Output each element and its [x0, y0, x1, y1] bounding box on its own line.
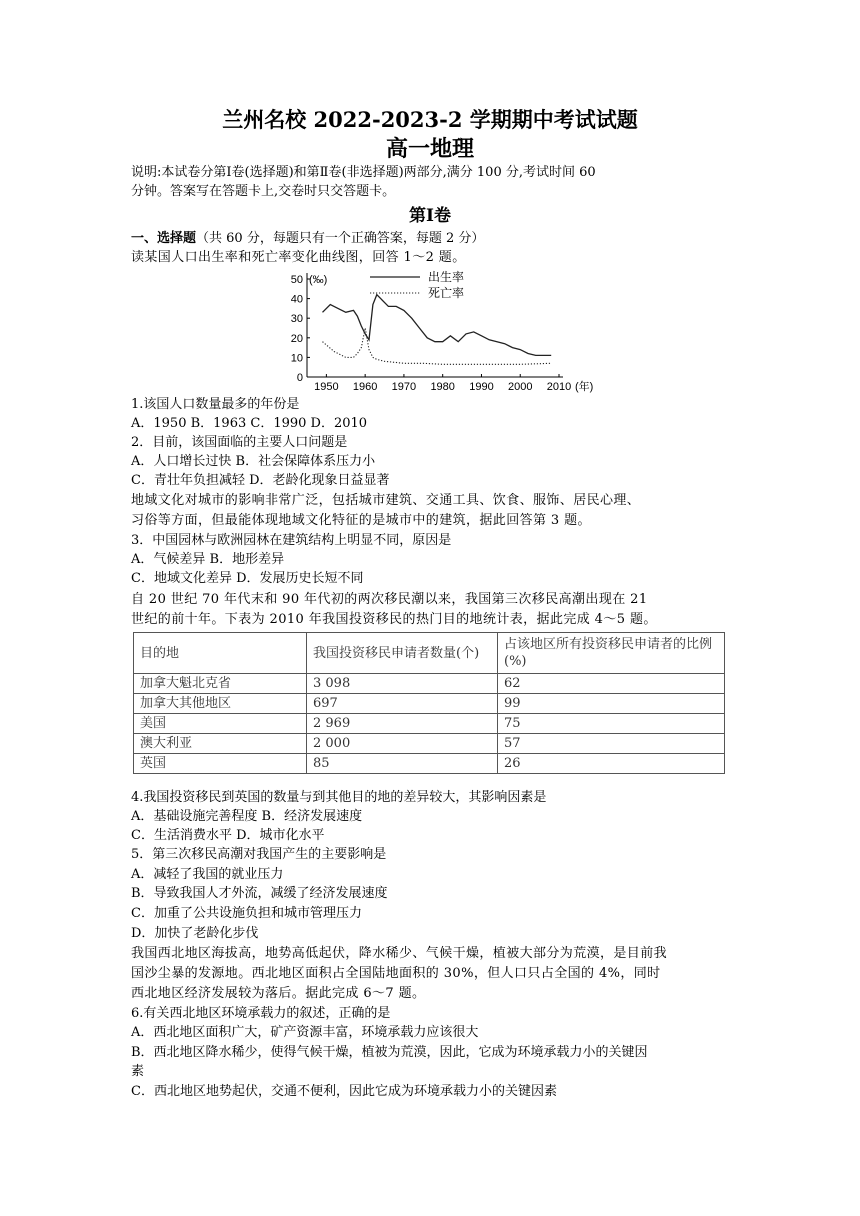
table-cell: 99	[498, 694, 725, 714]
q6-option-b-line-2: 素	[131, 1064, 145, 1079]
q2-options-cd: C．青壮年负担减轻 D．老龄化现象日益显著	[131, 473, 390, 488]
table-row	[134, 674, 725, 694]
table-cell: 85	[307, 754, 498, 774]
x-tick-label: 1980	[430, 381, 455, 393]
q1-2-stem: 读某国人口出生率和死亡率变化曲线图，回答 1～2 题。	[131, 250, 466, 265]
exam-title: 兰州名校 2022-2023-2 学期期中考试试题	[222, 107, 638, 132]
table-row	[134, 714, 725, 734]
table-cell: 3 098	[307, 674, 498, 694]
table-row	[134, 754, 725, 774]
q3-stem: 3．中国园林与欧洲园林在建筑结构上明显不同，原因是	[131, 533, 452, 548]
q3-options-ab: A．气候差异 B．地形差异	[131, 552, 285, 567]
part-heading	[131, 230, 484, 248]
q4-stem: 4.我国投资移民到英国的数量与到其他目的地的差异较大，其影响因素是	[131, 790, 547, 805]
section-title: 第Ⅰ卷	[409, 206, 451, 226]
y-tick-label: 40	[290, 293, 303, 306]
instructions-line-2: 分钟。答案写在答题卡上,交卷时只交答题卡。	[131, 184, 396, 199]
x-tick-label: 2010	[546, 381, 572, 393]
q5-option-c: C．加重了公共设施负担和城市管理压力	[131, 906, 362, 921]
x-axis-unit: (年)	[575, 381, 594, 393]
y-tick-label: 10	[290, 352, 303, 365]
table-cell: 75	[498, 714, 725, 734]
legend-label: 出生率	[428, 270, 465, 284]
table-cell: 57	[498, 734, 725, 754]
q5-option-a: A．减轻了我国的就业压力	[131, 867, 284, 882]
table-cell: 62	[498, 674, 725, 694]
q6-stem: 6.有关西北地区环境承载力的叙述，正确的是	[131, 1006, 391, 1021]
table-header-row	[134, 633, 725, 674]
q1-options: A．1950 B．1963 C．1990 D．2010	[131, 416, 368, 431]
exam-subject: 高一地理	[385, 136, 474, 162]
table-cell: 加拿大其他地区	[134, 694, 307, 714]
part-heading-note: （共 60 分，每题只有一个正确答案，每题 2 分）	[196, 231, 485, 246]
table-header-applicants: 我国投资移民申请者数量(个)	[307, 633, 498, 674]
table-cell: 美国	[134, 714, 307, 734]
q6-7-passage-line-2: 国沙尘暴的发源地。西北地区面积占全国陆地面积的 30%，但人口只占全国的 4%，同时	[131, 966, 661, 981]
q4-options-ab: A．基础设施完善程度 B．经济发展速度	[131, 809, 363, 824]
q4-options-cd: C．生活消费水平 D．城市化水平	[131, 828, 325, 843]
q2-stem: 2．目前，该国面临的主要人口问题是	[131, 435, 348, 450]
y-tick-label: 20	[290, 332, 303, 345]
table-cell: 澳大利亚	[134, 734, 307, 754]
table-header-ratio: 占该地区所有投资移民申请者的比例(%)	[498, 633, 725, 674]
table-cell: 2 000	[307, 734, 498, 754]
q6-option-c: C．西北地区地势起伏，交通不便利，因此它成为环境承载力小的关键因素	[131, 1084, 557, 1099]
x-tick-label: 2000	[507, 381, 533, 393]
table-header-destination: 目的地	[134, 633, 307, 674]
q4-5-passage-line-1: 自 20 世纪 70 年代末和 90 年代初的两次移民潮以来，我国第三次移民高潮出现在 21	[131, 592, 648, 607]
x-tick-label: 1950	[314, 381, 339, 393]
q3-passage-line-1: 地域文化对城市的影响非常广泛，包括城市建筑、交通工具、饮食、服饰、居民心理、	[131, 493, 641, 508]
q5-option-b: B．导致我国人才外流，减缓了经济发展速度	[131, 886, 388, 901]
q6-option-a: A．西北地区面积广大，矿产资源丰富，环境承载力应该很大	[131, 1025, 479, 1040]
q1-stem: 1.该国人口数量最多的年份是	[131, 397, 300, 412]
q6-option-b-line-1: B．西北地区降水稀少，使得气候干燥，植被为荒漠，因此，它成为环境承载力小的关键因	[131, 1045, 648, 1060]
y-tick-label: 30	[290, 313, 303, 326]
table-row	[134, 734, 725, 754]
table-cell: 英国	[134, 754, 307, 774]
q3-options-cd: C．地域文化差异 D．发展历史长短不同	[131, 571, 364, 586]
y-axis-unit: (‰)	[309, 274, 328, 286]
birth-rate-line	[323, 295, 552, 356]
q5-option-d: D．加快了老龄化步伐	[131, 926, 259, 941]
q3-passage-line-2: 习俗等方面，但最能体现地域文化特征的是城市中的建筑，据此回答第 3 题。	[131, 513, 591, 528]
instructions-line-1: 说明:本试卷分第Ⅰ卷(选择题)和第Ⅱ卷(非选择题)两部分,满分 100 分,考试时间 60	[131, 165, 596, 180]
table-cell: 26	[498, 754, 725, 774]
x-tick-label: 1970	[391, 381, 417, 393]
y-tick-label: 0	[296, 372, 303, 384]
q6-7-passage-line-3: 西北地区经济发展较为落后。据此完成 6～7 题。	[131, 986, 426, 1001]
x-tick-label: 1990	[469, 381, 494, 393]
x-tick-label: 1960	[352, 381, 378, 393]
table-row	[134, 694, 725, 714]
part-heading-label: 一、选择题	[131, 231, 197, 246]
birth-death-rate-chart	[270, 268, 594, 394]
table-cell: 697	[307, 694, 498, 714]
table-cell: 加拿大魁北克省	[134, 674, 307, 694]
death-rate-line	[323, 328, 552, 364]
q6-7-passage-line-1: 我国西北地区海拔高，地势高低起伏，降水稀少、气候干燥，植被大部分为荒漠，是目前我	[131, 946, 668, 961]
q2-options-ab: A．人口增长过快 B．社会保障体系压力小	[131, 454, 376, 469]
table-cell: 2 969	[307, 714, 498, 734]
y-tick-label: 50	[290, 274, 303, 286]
legend-label: 死亡率	[428, 286, 465, 300]
q5-stem: 5．第三次移民高潮对我国产生的主要影响是	[131, 847, 387, 862]
immigration-table	[133, 632, 725, 774]
q4-5-passage-line-2: 世纪的前十年。下表为 2010 年我国投资移民的热门目的地统计表，据此完成 4～5 题。	[131, 612, 657, 627]
